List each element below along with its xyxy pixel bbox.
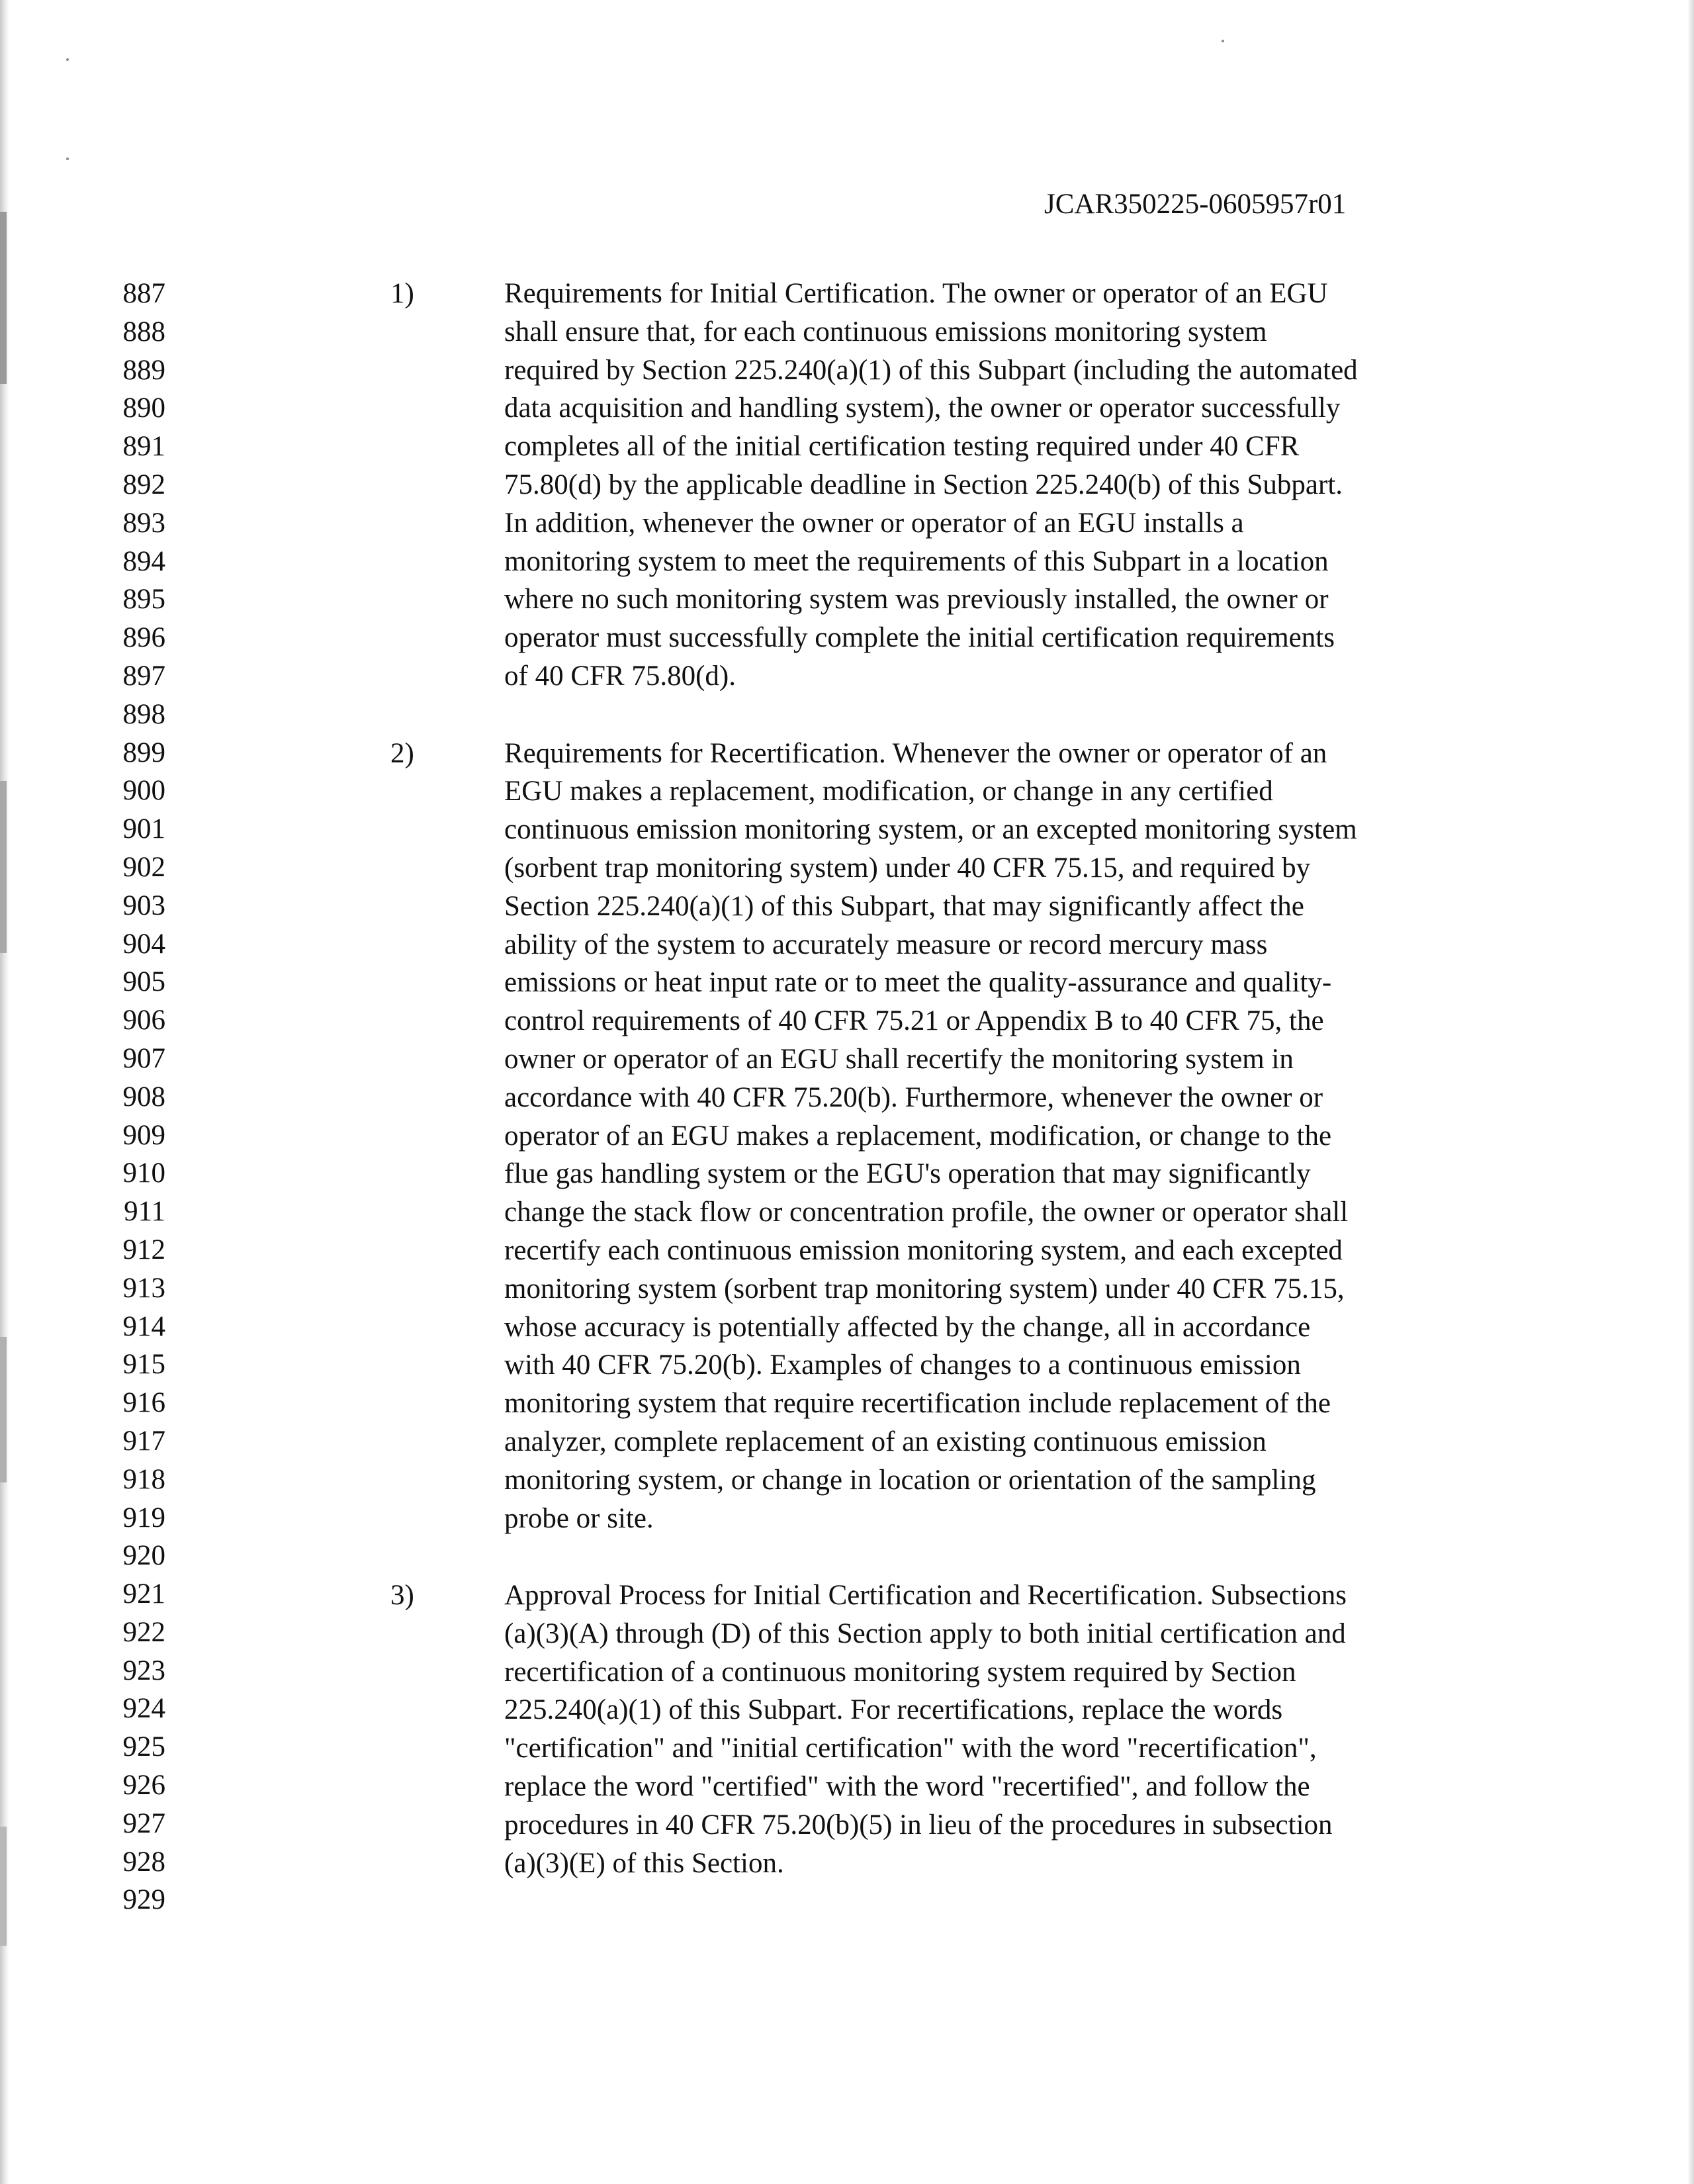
- text-line: of 40 CFR 75.80(d).: [504, 660, 736, 692]
- text-line: ability of the system to accurately measure or record mercury mass: [504, 929, 1268, 960]
- text-line: replace the word "certified" with the word "recertified", and follow the: [504, 1770, 1310, 1802]
- line-number: 924: [122, 1693, 165, 1725]
- text-line: control requirements of 40 CFR 75.21 or Appendix B to 40 CFR 75, the: [504, 1005, 1324, 1037]
- scan-edge-right: [1687, 0, 1694, 2184]
- line-number: 914: [122, 1310, 165, 1342]
- line-number: 917: [122, 1425, 165, 1457]
- scan-shadow: [0, 781, 7, 953]
- line-number: 910: [122, 1158, 165, 1189]
- text-line: (a)(3)(A) through (D) of this Section apply to both initial certification and: [504, 1617, 1346, 1649]
- line-number: 922: [122, 1616, 165, 1648]
- line-number: 927: [122, 1807, 165, 1839]
- scan-shadow: [0, 1827, 7, 1946]
- scan-shadow: [0, 1337, 7, 1482]
- text-line: recertify each continuous emission monitoring system, and each excepted: [504, 1234, 1343, 1266]
- line-number: 893: [122, 507, 165, 539]
- line-number: 909: [122, 1119, 165, 1151]
- line-number: 919: [122, 1502, 165, 1533]
- line-number: 891: [122, 431, 165, 463]
- line-number: 896: [122, 622, 165, 654]
- line-number: 901: [122, 813, 165, 845]
- line-number: 902: [122, 851, 165, 883]
- scan-speck: [1222, 40, 1224, 42]
- line-number: 928: [122, 1846, 165, 1878]
- text-line: 75.80(d) by the applicable deadline in Section 225.240(b) of this Subpart.: [504, 469, 1343, 500]
- line-number: 907: [122, 1042, 165, 1074]
- line-number: 915: [122, 1349, 165, 1381]
- text-line: recertification of a continuous monitoring system required by Section: [504, 1656, 1296, 1688]
- text-line: continuous emission monitoring system, or an excepted monitoring system: [504, 814, 1357, 846]
- line-number: 890: [122, 392, 165, 424]
- line-number: 894: [122, 545, 165, 577]
- text-line: where no such monitoring system was previously installed, the owner or: [504, 584, 1329, 615]
- paragraph-number: 1): [390, 278, 414, 309]
- paragraph-text: [504, 735, 1357, 1538]
- text-line: owner or operator of an EGU shall recertify the monitoring system in: [504, 1043, 1294, 1075]
- text-line: Section 225.240(a)(1) of this Subpart, that may significantly affect the: [504, 890, 1304, 922]
- text-line: (sorbent trap monitoring system) under 40 CFR 75.15, and required by: [504, 852, 1311, 884]
- document-id: JCAR350225-0605957r01: [1044, 189, 1347, 220]
- text-line: In addition, whenever the owner or operator of an EGU installs a: [504, 507, 1244, 539]
- line-number: 904: [122, 928, 165, 960]
- line-number: 911: [124, 1196, 165, 1228]
- text-line: with 40 CFR 75.20(b). Examples of changes to a continuous emission: [504, 1349, 1301, 1381]
- text-line: Approval Process for Initial Certification and Recertification. Subsections: [504, 1580, 1347, 1611]
- line-number: 912: [122, 1234, 165, 1265]
- line-number: 889: [122, 354, 165, 386]
- line-number: 913: [122, 1272, 165, 1304]
- text-line: "certification" and "initial certification" with the word "recertification",: [504, 1733, 1317, 1764]
- text-line: change the stack flow or concentration profile, the owner or operator shall: [504, 1197, 1349, 1228]
- text-line: accordance with 40 CFR 75.20(b). Furthermore, whenever the owner or: [504, 1081, 1323, 1113]
- line-number: 926: [122, 1770, 165, 1801]
- text-line: probe or site.: [504, 1502, 654, 1534]
- text-line: procedures in 40 CFR 75.20(b)(5) in lieu of the procedures in subsection: [504, 1809, 1333, 1841]
- line-number: 925: [122, 1731, 165, 1763]
- text-line: operator of an EGU makes a replacement, modification, or change to the: [504, 1120, 1332, 1152]
- scan-speck: [66, 58, 69, 61]
- paragraph-number: 3): [390, 1580, 414, 1611]
- line-number: 903: [122, 889, 165, 921]
- text-line: flue gas handling system or the EGU's operation that may significantly: [504, 1158, 1311, 1190]
- text-line: 225.240(a)(1) of this Subpart. For recertifications, replace the words: [504, 1694, 1283, 1726]
- line-number: 923: [122, 1655, 165, 1686]
- line-number: 900: [122, 775, 165, 807]
- text-line: Requirements for Recertification. Whenever the owner or operator of an: [504, 737, 1327, 769]
- scan-speck: [66, 158, 69, 160]
- text-line: shall ensure that, for each continuous emissions monitoring system: [504, 316, 1267, 347]
- line-number: 887: [122, 278, 165, 309]
- line-number: 916: [122, 1387, 165, 1419]
- text-line: monitoring system to meet the requirements of this Subpart in a location: [504, 545, 1329, 577]
- text-line: monitoring system, or change in location or orientation of the sampling: [504, 1464, 1316, 1496]
- line-number-column: [106, 275, 165, 1919]
- line-number: 897: [122, 660, 165, 692]
- line-number: 895: [122, 584, 165, 615]
- text-line: monitoring system (sorbent trap monitoring system) under 40 CFR 75.15,: [504, 1273, 1345, 1304]
- paragraph-text: [504, 1576, 1347, 1882]
- line-number: 918: [122, 1463, 165, 1495]
- text-line: operator must successfully complete the initial certification requirements: [504, 622, 1335, 654]
- paragraph-number: 2): [390, 737, 414, 769]
- line-number: 899: [122, 737, 165, 768]
- text-line: analyzer, complete replacement of an existing continuous emission: [504, 1426, 1267, 1457]
- scan-edge-left: [0, 0, 9, 2184]
- line-number: 905: [122, 966, 165, 998]
- text-line: Requirements for Initial Certification. The owner or operator of an EGU: [504, 278, 1328, 309]
- line-number: 929: [122, 1884, 165, 1916]
- text-line: (a)(3)(E) of this Section.: [504, 1847, 784, 1879]
- line-number: 908: [122, 1081, 165, 1113]
- text-line: monitoring system that require recertification include replacement of the: [504, 1388, 1331, 1420]
- text-line: completes all of the initial certification testing required under 40 CFR: [504, 431, 1300, 463]
- text-line: whose accuracy is potentially affected by the change, all in accordance: [504, 1311, 1311, 1343]
- text-line: emissions or heat input rate or to meet the quality-assurance and quality-: [504, 967, 1332, 999]
- line-number: 898: [122, 698, 165, 730]
- paragraph-text: [504, 275, 1358, 696]
- scan-shadow: [0, 212, 7, 384]
- line-number: 921: [122, 1578, 165, 1610]
- line-number: 888: [122, 316, 165, 347]
- line-number: 920: [122, 1540, 165, 1572]
- line-number: 906: [122, 1005, 165, 1036]
- text-line: data acquisition and handling system), the owner or operator successfully: [504, 392, 1341, 424]
- line-number: 892: [122, 469, 165, 500]
- text-line: required by Section 225.240(a)(1) of this Subpart (including the automated: [504, 354, 1358, 386]
- text-line: EGU makes a replacement, modification, or change in any certified: [504, 776, 1273, 807]
